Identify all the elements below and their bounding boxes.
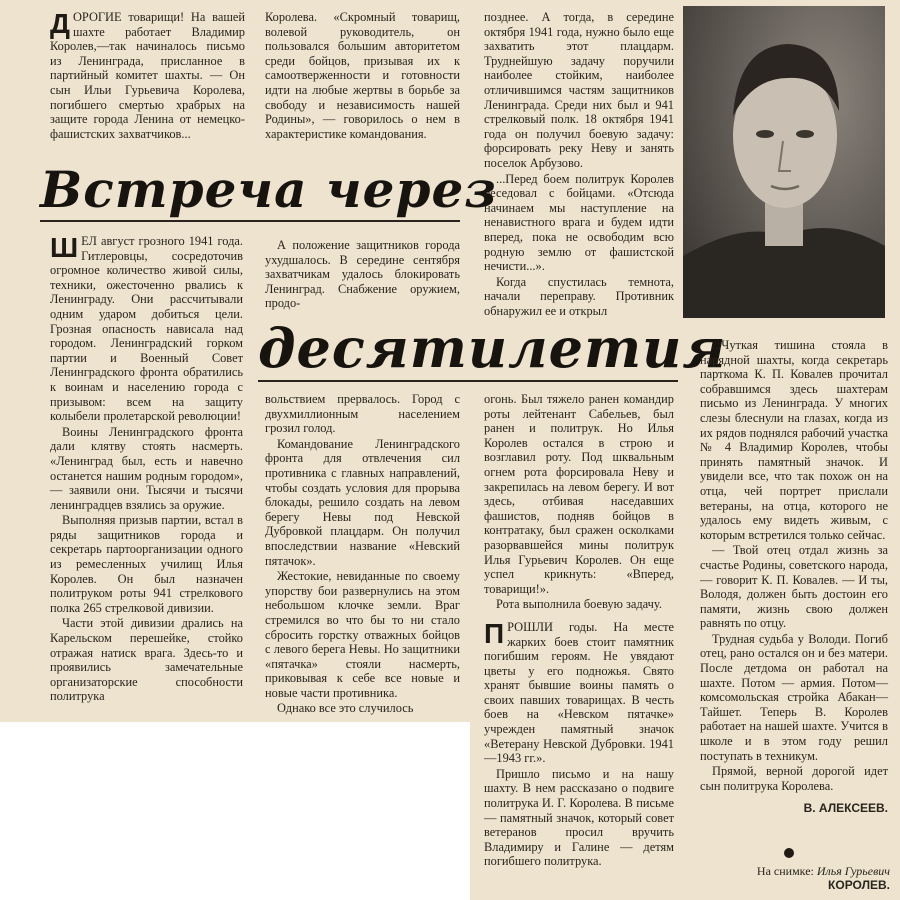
author-signature: В. АЛЕКСЕЕВ. [803, 801, 888, 816]
paragraph: ЕЛ август грозного 1941 года. Гитлеровцы, сосредоточив огромное количество живой силы, техники, ожесточенно рвались к Ленинграду. Они рассчитывали одним ударом добиться цели. Грозная опасность нависала над городом. Ленинградский горком партии и Военный Совет Ленинградского фронта обратились к воинам и населению города с призывом: всем на защиту колыбели пролетарской революции! [50, 234, 243, 424]
paragraph: Когда спустилась темнота, начали переправу. Противник обнаружил ее и открыл [484, 274, 674, 318]
portrait-photo [683, 6, 885, 318]
paragraph: Пришло письмо и на нашу шахту. В нем рассказано о подвиге политрука И. Г. Королева. В письме — памятный значок, который совет ветеранов просил вручить Владимиру и Галине — детям погибшего политрука. [484, 766, 674, 869]
paragraph: ...Чуткая тишина стояла в нарядной шахты, когда секретарь парткома К. П. Ковалев прочитал собравшимся здесь шахтерам письмо из Ленинграда. У многих слезы блеснули на глазах, когда из их рядов поднялся рабочий участка № 4 Владимир Королев, чтобы принять памятный значок. И увидели все, что так похож он на отца, чей портрет прислали ветераны, на отца, которого не удалось ему видеть живым, с которым встретился только сейчас. [700, 338, 888, 542]
caption-prefix: На снимке: [756, 864, 814, 878]
paragraph: Королева. «Скромный товарищ, волевой руководитель, он пользовался большим авторитетом среди бойцов, призывая их к самоотверженности и готовности идти на любые жертвы в борьбе за свободу и независимость нашей Родины», — говорилось о нем в характеристике командования. [265, 10, 460, 141]
paragraph: вольствием прервалось. Город с двухмиллионным населением грозил голод. [265, 392, 460, 436]
drop-cap: Ш [50, 232, 79, 263]
headline-underline-2 [258, 380, 678, 382]
drop-cap: Д [50, 8, 70, 39]
paragraph: — Твой отец отдал жизнь за счастье Родины, советского народа, — говорит К. П. Ковалев. — И ты, Володя, должен быть достоин его памяти, жизнь свою должен равнять по отцу. [700, 543, 888, 631]
drop-cap: П [484, 617, 505, 649]
column-left [50, 234, 243, 704]
paragraph: ОРОГИЕ товарищи! На вашей шахте работает Владимир Королев,—так начиналось письмо из Ленинграда, присланное в партийный комитет шахты. — Он сын Ильи Гурьевича Королева, погибшего смертью храбрых на защите города Ленина от немецко-фашистских захватчиков... [50, 10, 245, 141]
paragraph: огонь. Был тяжело ранен командир роты лейтенант Сабельев, был ранен и политрук. Но Илья Королев остался в строю и возглавил роту. Под шквальным огнем рота форсировала Неву и закрепилась на левом берегу. И вот здесь, отбивая наседавших фашистов, подняв бойцов в контратаку, был сражен осколками разорвавшейся мины политрук Илья Гурьевич Королев. Он еще успел крикнуть: «Вперед, товарищи!». [484, 392, 674, 596]
paragraph: Прямой, верной дорогой идет сын политрука Королева. [700, 764, 888, 793]
column-right [700, 338, 888, 816]
column-middle-top [265, 238, 460, 311]
paragraph: РОШЛИ годы. На месте жарких боев стоит памятник погибшим героям. Не увядают цветы у его подножья. Свято хранят бывшие воины память о своих павших товарищах. В честь боев на «Невском пятачке» учрежден памятный значок «Ветерану Невской Дубровки. 1941—1943 гг.». [484, 619, 674, 766]
column-3-top [484, 10, 674, 318]
paragraph: Рота выполнила боевую задачу. [496, 597, 662, 612]
paragraph: Трудная судьба у Володи. Погиб отец, рано остался он и без матери. После детдома он работал на шахте. Потом — армия. Потом— комсомольская стройка Абакан—Тайшет. Теперь В. Королев работает на нашей шахте. Учится в школе и в этом году решил поступать в техникум. [700, 631, 888, 763]
photo-caption [700, 864, 890, 892]
paragraph: Части этой дивизии дрались на Карельском перешейке, стойко отражая натиск врага. Здесь-то и проявились замечательные организаторские способности политрука [50, 616, 243, 704]
paragraph: Жестокие, невиданные по своему упорству бои развернулись на этом небольшом клочке земли. Враг стремился во что бы то ни стало сбросить горстку отважных бойцов с левого берега Невы. Но защитники «пятачка» стояли насмерть, приковывая к себе все новые и новые части противника. [265, 569, 460, 700]
caption-surname: КОРОЛЕВ. [828, 878, 890, 892]
paragraph: ...Перед боем политрук Королев беседовал с бойцами. «Отсюда начинаем мы наступление на ненавистного врага и будем идти вперед, пока не освободим всю родную землю от фашистской нечисти...». [484, 171, 674, 274]
caption-name: Илья Гурьевич [816, 864, 890, 878]
paragraph: Однако все это случилось [277, 701, 414, 716]
column-3-bottom [484, 392, 674, 869]
headline-part-1: Встреча через [40, 160, 498, 219]
portrait-image [683, 6, 885, 318]
caption-bullet [784, 848, 794, 858]
intro-column-2 [265, 10, 460, 141]
paragraph: А положение защитников города ухудшалось. В середине сентября захватчикам удалось блокировать Ленинград. Снабжение оружием, продо- [265, 238, 460, 311]
headline-underline-1 [40, 220, 460, 222]
paragraph: Выполняя призыв партии, встал в ряды защитников города и секретарь партоорганизации одного из ремесленных училищ Илья Королев. Он был назначен политруком роты 941 стрелкового полка 265 стрелковой дивизии. [50, 513, 243, 615]
paragraph: позднее. А тогда, в середине октября 1941 года, нужно было еще захватить этот плацдарм. Труднейшую задачу поручили наиболее стойким, наиболее отличившимся частям защитников Ленинграда. Среди них был и 941 стрелковый полк. 18 октября 1941 года он получил боевую задачу: форсировать реку Неву и занять поселок Арбузово. [484, 10, 674, 170]
intro-column-1 [50, 10, 245, 141]
paragraph: Воины Ленинградского фронта дали клятву стоять насмерть. «Ленинград был, есть и навечно останется нашим родным городом», — заявили они. Тысячи и тысячи ленинградцев взялись за оружие. [50, 424, 243, 512]
paragraph: Командование Ленинградского фронта для отвлечения сил противника с главных направлений, чтобы создать условия для прорыва блокады, решило создать на левом берегу Невы под Невской Дубровкой плацдарм. Он получил впоследствии название «Невский пятачок». [265, 436, 460, 568]
headline-part-2: десятилетия [258, 316, 727, 380]
column-middle-bottom [265, 392, 460, 716]
